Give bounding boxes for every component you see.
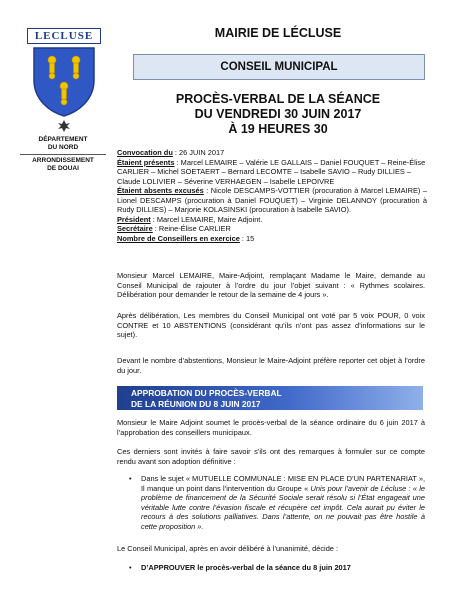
- coat-of-arms-icon: [28, 46, 100, 118]
- paragraph-vote: Après délibération, Les membres du Conseil Municipal ont voté par 5 voix POUR, 0 voix CONTRE et 10 ABSTENTIONS (considérant qu’ils n’ont pas assez d’informations sur le sujet).: [117, 311, 425, 339]
- cross-ornament-icon: [52, 119, 76, 133]
- paragraph-decision: Le Conseil Municipal, après en avoir délibéré à l’unanimité, décide :: [117, 544, 339, 553]
- town-name-label: LECLUSE: [27, 28, 101, 44]
- list-item: • Dans le sujet « MUTUELLE COMMUNALE : MISE EN PLACE D’UN PARTENARIAT », Il manque un point dans l’intervention du Groupe « Unis pour l’avenir de Lécluse : « le problème de financement de la Sécurité Sociale serait résolu si l’État engageait une véritable lutte contre l’évasion fiscale et récupère cet impôt. Cela aurait pu éviter le recours à des solutions palliatives. Dans l’attente, on ne pouvait pas être hostile à cette proposition ».: [129, 474, 425, 531]
- list-item: • D’APPROUVER le procès-verbal de la séance du 8 juin 2017: [129, 563, 351, 572]
- paragraph-remarks: Ces derniers sont invités à faire savoir s’ils ont des remarques à formuler sur ce compte rendu avant son adoption définitive :: [117, 447, 425, 466]
- nombre-conseillers-line: Nombre de Conseillers en exercice : 15: [117, 233, 255, 243]
- arrondissement-label: ARRONDISSEMENT DE DOUAI: [32, 157, 94, 172]
- divider: [20, 154, 106, 155]
- department-label: DÉPARTEMENT DU NORD: [38, 136, 88, 151]
- president-line: Président : Marcel LEMAIRE, Maire Adjoint.: [117, 214, 263, 224]
- secretaire-line: Secrétaire : Reine-Élise CARLIER: [117, 224, 231, 233]
- section-heading: APPROBATION DU PROCÈS-VERBAL DE LA RÉUNION DU 8 JUIN 2017: [117, 386, 423, 410]
- paragraph-report: Devant le nombre d’abstentions, Monsieur le Maire-Adjoint préfère reporter cet objet à l’ordre du jour.: [117, 356, 425, 375]
- attendance-block: [117, 148, 427, 243]
- presents-line: Étaient présents : Marcel LEMAIRE – Valérie LE GALLAIS – Daniel FOUQUET – Reine-Élise CARLIER – Michel SOETAERT – Bernard LECOMTE – Isabelle SAVIO – Rudy DILLIES – Claude LOLIVIER – Séverine VERHAEGEN – Isabelle LEPOIVRE: [117, 157, 426, 186]
- conseil-municipal-box: CONSEIL MUNICIPAL: [133, 54, 425, 80]
- convocation-line: Convocation du : 26 JUIN 2017: [117, 148, 225, 157]
- paragraph-intro: Monsieur Marcel LEMAIRE, Maire-Adjoint, remplaçant Madame le Maire, demande au Conseil Municipal de rajouter à l’ordre du jour l’objet suivant : « Rythmes scolaires. Délibération pour demander le retour de la semaine de 4 jours ».: [117, 271, 425, 299]
- bullet-icon: •: [129, 474, 132, 483]
- absents-line: Étaient absents excusés : Nicole DESCAMPS-VOTTIER (procuration à Marcel LEMAIRE) – Lionel DESCAMPS (procuration à Daniel FOUQUET) – Virginie DELANNOY (procuration à Rudy DILLIES) – Marjorie KOLASINSKI (procuration à Isabelle SAVIO).: [117, 186, 427, 214]
- page-title: PROCÈS-VERBAL DE LA SÉANCE DU VENDREDI 30 JUIN 2017 À 19 HEURES 30: [175, 92, 381, 136]
- mairie-title: MAIRIE DE LÉCLUSE: [214, 26, 342, 40]
- bullet-icon: •: [129, 563, 132, 572]
- paragraph-submit: Monsieur le Maire Adjoint soumet le procès-verbal de la séance ordinaire du 6 juin 2017 à l’approbation des conseillers municipaux.: [117, 418, 425, 437]
